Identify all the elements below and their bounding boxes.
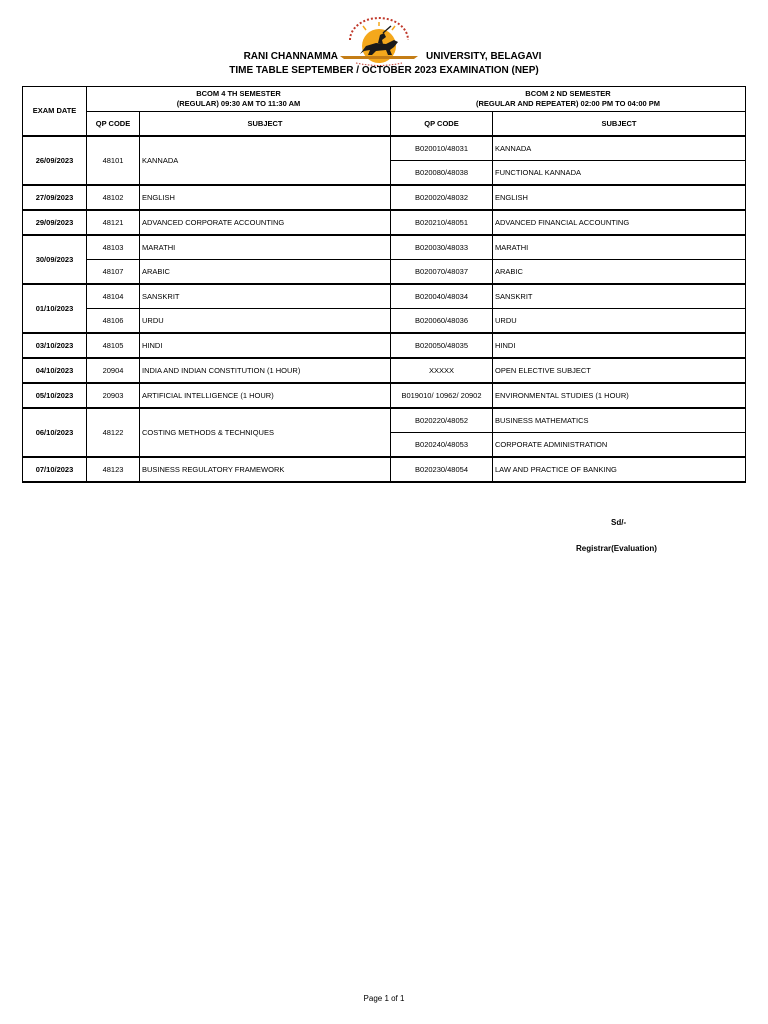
signature-mark: Sd/- (611, 518, 627, 527)
exam-date-cell: 06/10/2023 (23, 408, 87, 457)
table-row (23, 408, 746, 433)
group-b-subject-cell: HINDI (493, 333, 746, 358)
group-a-code-cell: 48104 (87, 284, 140, 309)
group-b-subject-cell: BUSINESS MATHEMATICS (493, 408, 746, 433)
registrar-label: Registrar(Evaluation) (576, 544, 657, 553)
page-number: Page 1 of 1 (363, 994, 405, 1003)
group-a-subject-cell: COSTING METHODS & TECHNIQUES (140, 408, 391, 457)
group-b-subject-cell: OPEN ELECTIVE SUBJECT (493, 358, 746, 383)
group-b-line1: BCOM 2 ND SEMESTER (525, 89, 611, 98)
header-university-left: RANI CHANNAMMA (243, 51, 338, 62)
group-a-code-cell: 20904 (87, 358, 140, 383)
group-a-subject-header: SUBJECT (140, 112, 391, 137)
group-b-subject-header: SUBJECT (493, 112, 746, 137)
group-b-subject-cell: ENVIRONMENTAL STUDIES (1 HOUR) (493, 383, 746, 408)
exam-date-cell: 01/10/2023 (23, 284, 87, 333)
group-a-code-cell: 20903 (87, 383, 140, 408)
group-a-subject-cell: INDIA AND INDIAN CONSTITUTION (1 HOUR) (140, 358, 391, 383)
group-a-code-cell: 48103 (87, 235, 140, 260)
exam-date-cell: 04/10/2023 (23, 358, 87, 383)
table-row (23, 260, 746, 285)
group-a-header (87, 87, 391, 112)
group-b-subject-cell: ARABIC (493, 260, 746, 285)
table-row (23, 284, 746, 309)
timetable-title: TIME TABLE SEPTEMBER / OCTOBER 2023 EXAMINATION (NEP) (229, 65, 539, 76)
group-b-subject-cell: SANSKRIT (493, 284, 746, 309)
group-b-code-cell: B020020/48032 (391, 185, 493, 210)
table-row (23, 333, 746, 358)
group-a-subject-cell: URDU (140, 309, 391, 334)
exam-date-cell: 03/10/2023 (23, 333, 87, 358)
exam-date-cell: 05/10/2023 (23, 383, 87, 408)
table-row (23, 235, 746, 260)
group-b-subject-cell: CORPORATE ADMINISTRATION (493, 433, 746, 458)
group-b-code-cell: B020040/48034 (391, 284, 493, 309)
group-b-code-cell: B019010/ 10962/ 20902 (391, 383, 493, 408)
group-a-subject-cell: HINDI (140, 333, 391, 358)
group-a-subject-cell: SANSKRIT (140, 284, 391, 309)
group-b-subject-cell: ADVANCED FINANCIAL ACCOUNTING (493, 210, 746, 235)
group-a-code-cell: 48105 (87, 333, 140, 358)
group-a-subject-cell: ARTIFICIAL INTELLIGENCE (1 HOUR) (140, 383, 391, 408)
table-row (23, 309, 746, 334)
group-b-code-cell: B020240/48053 (391, 433, 493, 458)
table-row (23, 210, 746, 235)
exam-date-header: EXAM DATE (23, 87, 87, 137)
timetable (22, 86, 746, 483)
table-row (23, 358, 746, 383)
table-row (23, 457, 746, 482)
exam-date-cell: 30/09/2023 (23, 235, 87, 284)
group-b-subject-cell: FUNCTIONAL KANNADA (493, 161, 746, 186)
group-a-subject-cell: ENGLISH (140, 185, 391, 210)
table-row (23, 185, 746, 210)
group-b-code-cell: B020220/48052 (391, 408, 493, 433)
group-a-line2: (REGULAR) 09:30 AM TO 11:30 AM (176, 99, 301, 108)
group-b-code-cell: B020210/48051 (391, 210, 493, 235)
group-b-subject-cell: LAW AND PRACTICE OF BANKING (493, 457, 746, 482)
group-a-subject-cell: ARABIC (140, 260, 391, 285)
group-a-code-cell: 48121 (87, 210, 140, 235)
group-b-code-cell: B020080/48038 (391, 161, 493, 186)
group-b-code-cell: B020060/48036 (391, 309, 493, 334)
group-a-subject-cell: MARATHI (140, 235, 391, 260)
group-a-code-cell: 48106 (87, 309, 140, 334)
group-b-code-cell: B020050/48035 (391, 333, 493, 358)
group-a-code-cell: 48123 (87, 457, 140, 482)
exam-date-cell: 07/10/2023 (23, 457, 87, 482)
table-row (23, 136, 746, 161)
group-a-subject-cell: BUSINESS REGULATORY FRAMEWORK (140, 457, 391, 482)
group-b-header (391, 87, 746, 112)
group-b-qp-code-header: QP CODE (391, 112, 493, 137)
group-b-code-cell: B020030/48033 (391, 235, 493, 260)
group-b-subject-cell: KANNADA (493, 136, 746, 161)
university-logo-icon (336, 16, 422, 68)
group-a-code-cell: 48102 (87, 185, 140, 210)
header-university-right: UNIVERSITY, BELAGAVI (426, 51, 542, 62)
group-b-subject-cell: ENGLISH (493, 185, 746, 210)
exam-date-cell: 27/09/2023 (23, 185, 87, 210)
group-b-code-cell: XXXXX (391, 358, 493, 383)
exam-date-cell: 29/09/2023 (23, 210, 87, 235)
group-b-code-cell: B020230/48054 (391, 457, 493, 482)
table-row (23, 383, 746, 408)
group-a-subject-cell: ADVANCED CORPORATE ACCOUNTING (140, 210, 391, 235)
group-a-subject-cell: KANNADA (140, 136, 391, 185)
group-a-code-cell: 48122 (87, 408, 140, 457)
group-b-code-cell: B020070/48037 (391, 260, 493, 285)
group-b-code-cell: B020010/48031 (391, 136, 493, 161)
group-b-line2: (REGULAR AND REPEATER) 02:00 PM TO 04:00 PM (475, 99, 661, 108)
group-a-code-cell: 48107 (87, 260, 140, 285)
group-a-code-cell: 48101 (87, 136, 140, 185)
group-b-subject-cell: MARATHI (493, 235, 746, 260)
group-a-qp-code-header: QP CODE (87, 112, 140, 137)
group-b-subject-cell: URDU (493, 309, 746, 334)
exam-date-cell: 26/09/2023 (23, 136, 87, 185)
group-a-line1: BCOM 4 TH SEMESTER (196, 89, 281, 98)
